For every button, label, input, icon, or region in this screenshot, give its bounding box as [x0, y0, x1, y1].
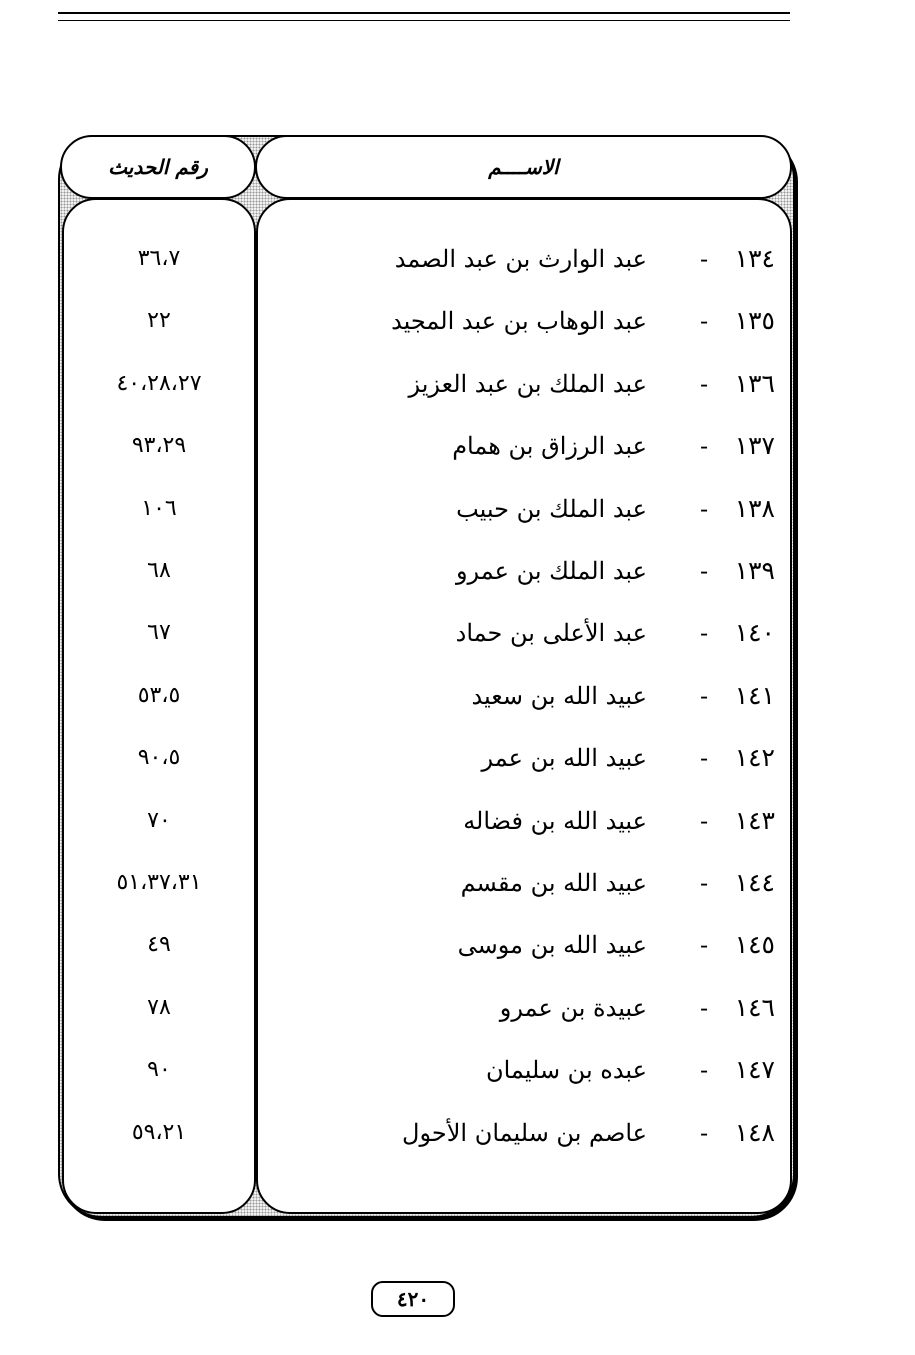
hadith-numbers: ٤٠،٢٨،٢٧ — [116, 371, 202, 396]
hadith-numbers: ٣٦،٧ — [137, 246, 181, 271]
name-column-header: الاســــم — [255, 135, 792, 199]
entry-dash: - — [699, 495, 709, 523]
table-row — [62, 613, 792, 653]
hadith-numbers: ٥٣،٥ — [137, 683, 181, 708]
entry-dash: - — [699, 245, 709, 273]
narrator-name: عبيد الله بن عمر — [481, 744, 647, 772]
hadith-numbers: ٩٠ — [147, 1057, 171, 1082]
entry-number: ١٤٠ — [734, 618, 775, 647]
entry-number: ١٤٣ — [734, 806, 775, 835]
hadith-numbers: ٥٩،٢١ — [131, 1120, 187, 1145]
entry-number: ١٣٦ — [734, 369, 775, 398]
entry-number: ١٤٦ — [734, 993, 775, 1022]
hadith-numbers: ١٠٦ — [141, 496, 177, 521]
entry-dash: - — [699, 994, 709, 1022]
entry-dash: - — [699, 682, 709, 710]
narrator-name: عبد الملك بن عبد العزيز — [408, 370, 647, 398]
entry-number: ١٣٥ — [734, 306, 775, 335]
hadith-numbers: ٩٣،٢٩ — [131, 433, 187, 458]
narrator-name: عبيد الله بن سعيد — [471, 682, 647, 710]
entry-number: ١٣٤ — [734, 244, 775, 273]
table-row — [62, 489, 792, 529]
entry-dash: - — [699, 557, 709, 585]
narrator-name: عبد الملك بن عمرو — [455, 557, 647, 585]
entry-dash: - — [699, 1056, 709, 1084]
hadith-numbers: ٧٠ — [147, 808, 171, 833]
table-row — [62, 551, 792, 591]
table-row — [62, 1113, 792, 1153]
hadith-numbers: ٦٨ — [147, 558, 171, 583]
entry-dash: - — [699, 307, 709, 335]
entry-number: ١٤٤ — [734, 868, 775, 897]
entry-number: ١٣٨ — [734, 494, 775, 523]
table-row — [62, 301, 792, 341]
narrator-name: عبيد الله بن فضاله — [463, 807, 647, 835]
narrator-name: عاصم بن سليمان الأحول — [402, 1119, 647, 1147]
entry-number: ١٤٥ — [734, 930, 775, 959]
entry-dash: - — [699, 931, 709, 959]
hadith-numbers: ٢٢ — [147, 308, 171, 333]
table-row — [62, 239, 792, 279]
narrator-name: عبيد الله بن مقسم — [460, 869, 647, 897]
entry-number: ١٤١ — [734, 681, 775, 710]
page-number: ٤٢٠ — [371, 1281, 455, 1317]
table-row — [62, 364, 792, 404]
table-row — [62, 801, 792, 841]
narrator-name: عبيد الله بن موسى — [457, 931, 647, 959]
table-row — [62, 426, 792, 466]
narrator-name: عبد الملك بن حبيب — [456, 495, 647, 523]
hadith-number-column-header: رقم الحديث — [60, 135, 256, 199]
table-row — [62, 925, 792, 965]
hadith-numbers: ٥١،٣٧،٣١ — [116, 870, 202, 895]
entry-number: ١٤٢ — [734, 743, 775, 772]
hadith-numbers: ٤٩ — [147, 932, 171, 957]
hadith-numbers: ٧٨ — [147, 995, 171, 1020]
entry-dash: - — [699, 869, 709, 897]
table-row — [62, 988, 792, 1028]
narrator-name: عبد الرزاق بن همام — [452, 432, 647, 460]
table-row — [62, 676, 792, 716]
entry-number: ١٤٧ — [734, 1055, 775, 1084]
narrator-name: عبد الوهاب بن عبد المجيد — [391, 307, 647, 335]
entry-number: ١٤٨ — [734, 1118, 775, 1147]
entry-dash: - — [699, 1119, 709, 1147]
hadith-numbers: ٩٠،٥ — [137, 745, 181, 770]
table-row — [62, 1050, 792, 1090]
top-rule — [58, 12, 790, 14]
narrator-name: عبد الوارث بن عبد الصمد — [394, 245, 647, 273]
narrator-name: عبده بن سليمان — [485, 1056, 647, 1084]
narrator-name: عبد الأعلى بن حماد — [455, 619, 647, 647]
narrator-name: عبيدة بن عمرو — [499, 994, 647, 1022]
hadith-numbers: ٦٧ — [147, 620, 171, 645]
entry-dash: - — [699, 744, 709, 772]
top-rule-thin — [58, 20, 790, 21]
entry-dash: - — [699, 619, 709, 647]
entry-dash: - — [699, 370, 709, 398]
table-row — [62, 738, 792, 778]
entry-number: ١٣٧ — [734, 431, 775, 460]
entry-number: ١٣٩ — [734, 556, 775, 585]
entry-dash: - — [699, 807, 709, 835]
entry-dash: - — [699, 432, 709, 460]
table-row — [62, 863, 792, 903]
